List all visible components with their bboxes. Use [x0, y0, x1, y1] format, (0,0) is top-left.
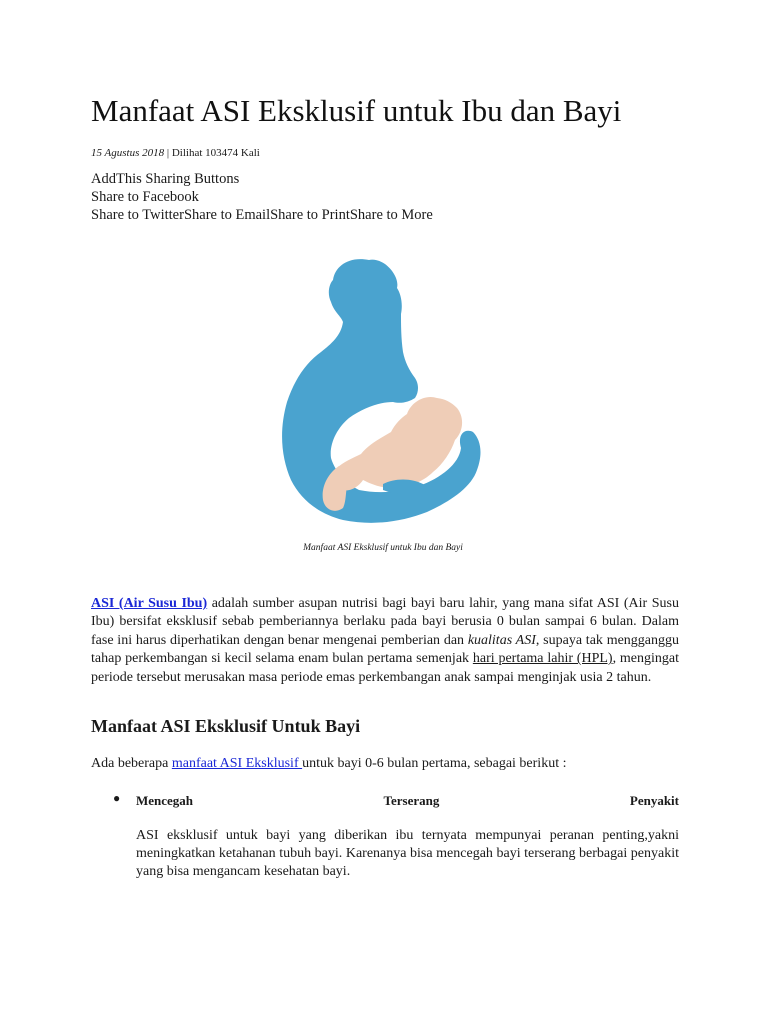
publish-date: 15 Agustus 2018 [91, 147, 165, 159]
intro-text-3: , mengingat periode tersebut merusakan masa periode emas perkembangan anak sampai menginjak usia 2 tahun. [91, 651, 680, 685]
bullet-heading-word: Penyakit [629, 793, 679, 808]
section-intro-before: Ada beberapa [91, 756, 172, 771]
figure-caption: Manfaat ASI Eksklusif untuk Ibu dan Bayi [303, 543, 463, 553]
article-meta [91, 147, 260, 159]
intro-paragraph [91, 595, 679, 687]
breastfeeding-illustration [251, 252, 486, 524]
hpl-link[interactable]: hari pertama lahir (HPL) [472, 651, 613, 667]
section-intro [91, 756, 566, 772]
section-heading: Manfaat ASI Eksklusif Untuk Bayi [91, 716, 361, 736]
share-heading: AddThis Sharing Buttons [91, 171, 240, 187]
article-title: Manfaat ASI Eksklusif untuk Ibu dan Bayi [91, 93, 622, 128]
share-facebook-link[interactable]: Share to Facebook [91, 189, 199, 205]
section-intro-after: untuk bayi 0-6 bulan pertama, sebagai berikut : [302, 756, 567, 771]
view-count: | Dilihat 103474 Kali [164, 147, 260, 159]
share-buttons [91, 170, 433, 224]
asi-link[interactable]: ASI (Air Susu Ibu) [91, 596, 208, 611]
intro-italic: kualitas ASI [467, 632, 536, 648]
intro-text-1: adalah sumber asupan nutrisi bagi bayi baru lahir, yang mana sifat ASI (Air Susu Ibu) bersifat eksklusif sebab pemberiannya berlaku pada bayi berusia 0 bulan sampai 6 bulan. Dalam fase ini harus diperhatikan dengan benar mengenai pemberian dan [91, 596, 679, 648]
share-other-links[interactable]: Share to TwitterShare to EmailShare to PrintShare to More [91, 207, 433, 223]
bullet-heading [136, 793, 679, 809]
bullet-icon: ● [113, 791, 121, 805]
intro-text-2: , supaya tak mengganggu tahap perkembangan si kecil selama enam bulan pertama semenjak [91, 632, 680, 667]
bullet-heading-word: Terserang [383, 793, 440, 808]
bullet-body: ASI eksklusif untuk bayi yang diberikan ibu ternyata mempunyai peranan penting,yakni meningkatkan ketahanan tubuh bayi. Karenanya bisa mencegah bayi terserang berbagai penyakit yang bisa mengancam kesehatan bayi. [136, 828, 679, 880]
manfaat-asi-link[interactable]: manfaat ASI Eksklusif [171, 756, 303, 771]
bullet-heading-word: Mencegah [136, 793, 194, 808]
